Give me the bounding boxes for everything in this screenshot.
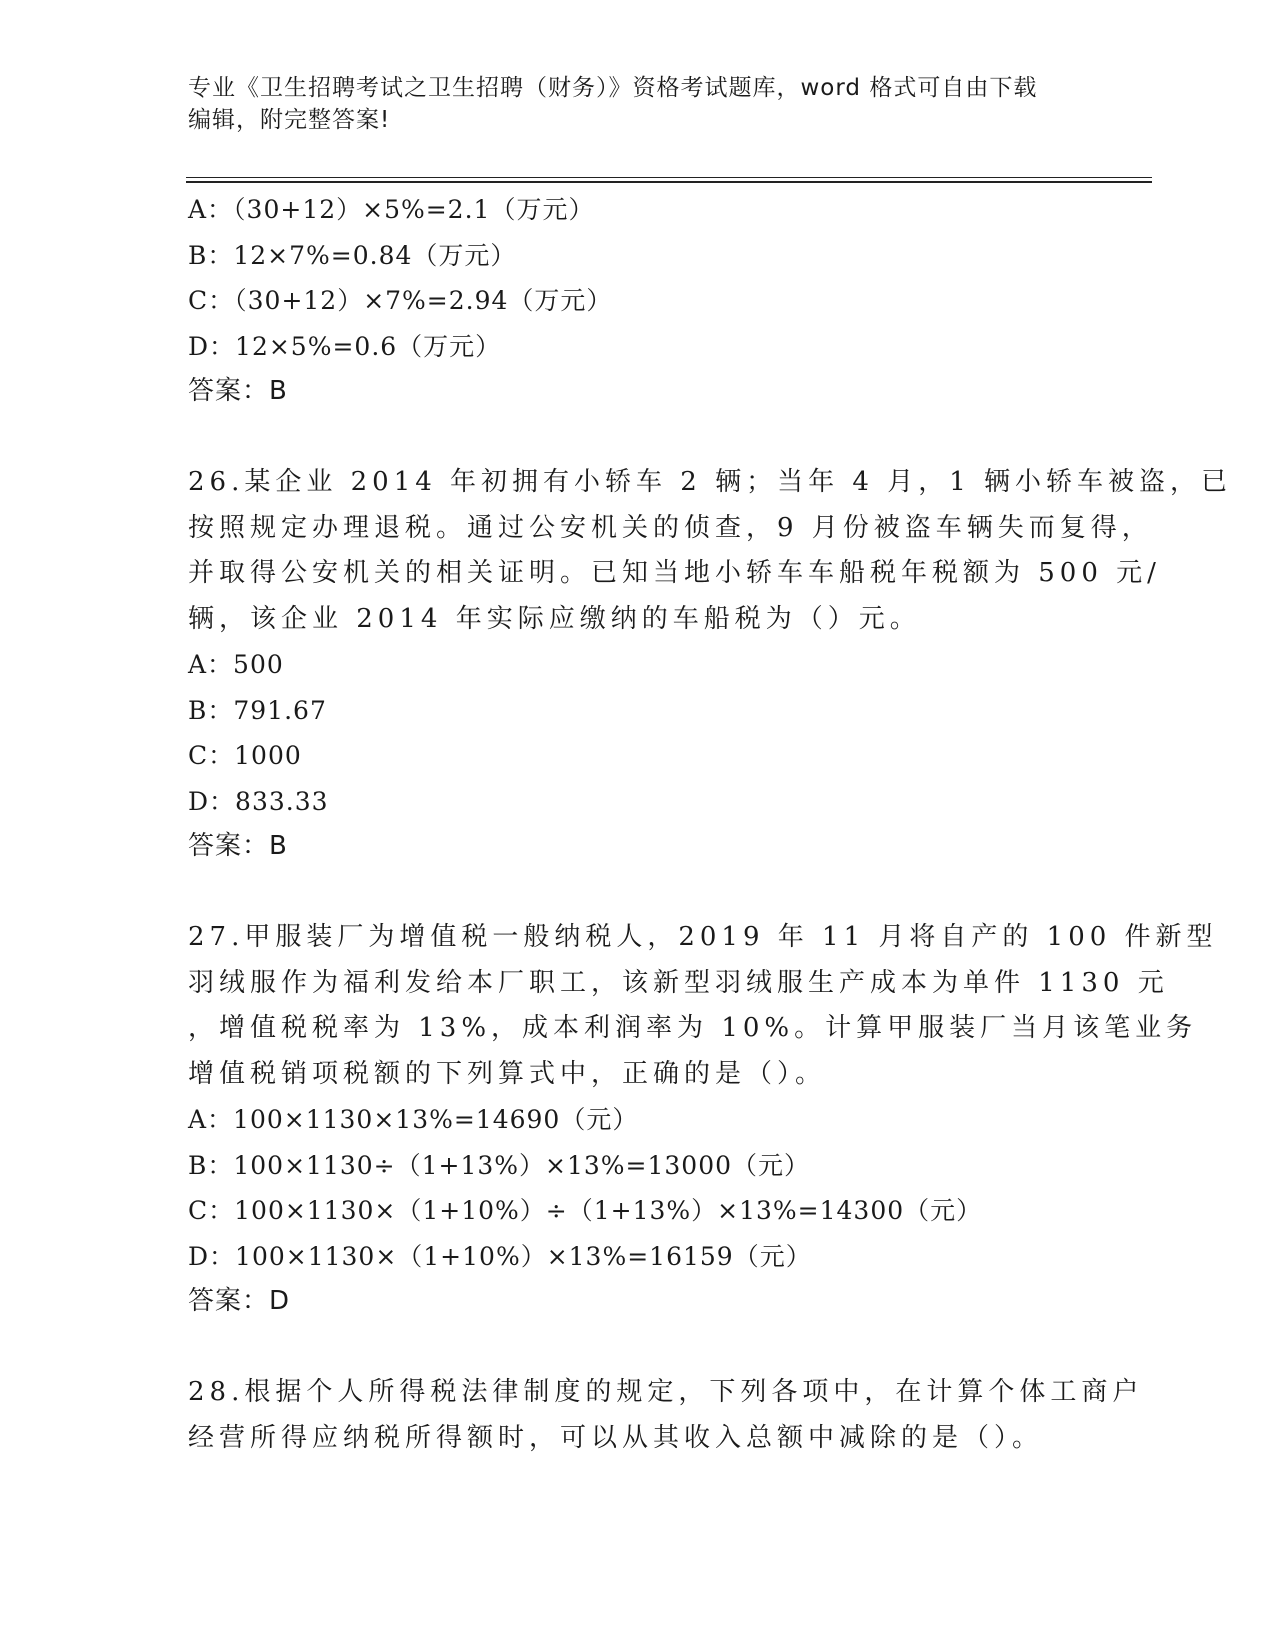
header-divider-thick	[186, 181, 1152, 183]
question-28	[188, 1370, 1144, 1461]
q26-stem-line-3: 并取得公安机关的相关证明。已知当地小轿车车船税年税额为 500 元/	[188, 558, 1161, 588]
q26-option-c: C：1000	[188, 741, 302, 770]
q25-option-b: B：12×7%=0.84（万元）	[188, 240, 517, 270]
q27-option-b: B：100×1130÷（1+13%）×13%=13000（元）	[188, 1150, 811, 1180]
q27-option-a: A：100×1130×13%=14690（元）	[188, 1105, 639, 1134]
q25-option-a: A：（30+12）×5%=2.1（万元）	[188, 195, 595, 224]
question-26	[188, 460, 1232, 870]
q27-stem-line-1: 27.甲服装厂为增值税一般纳税人，2019 年 11 月将自产的 100 件新型	[188, 922, 1218, 952]
question-content	[188, 187, 1232, 1461]
spacer	[188, 870, 1088, 916]
q26-stem-line-1: 26.某企业 2014 年初拥有小轿车 2 辆；当年 4 月，1 辆小轿车被盗，已	[188, 467, 1232, 497]
q26-option-d: D：833.33	[188, 786, 329, 816]
q26-stem-line-2: 按照规定办理退税。通过公安机关的侦查，9 月份被盗车辆失而复得，	[188, 512, 1153, 543]
q26-stem-line-4: 辆，该企业 2014 年实际应缴纳的车船税为（）元。	[188, 603, 921, 634]
header-line-1: 专业《卫生招聘考试之卫生招聘（财务）》资格考试题库，word 格式可自由下载	[188, 75, 1038, 101]
q28-stem-line-2: 经营所得应纳税所得额时，可以从其收入总额中减除的是（）。	[188, 1422, 1044, 1453]
header-line-2: 编辑，附完整答案!	[188, 107, 391, 133]
q27-answer: 答案：D	[188, 1286, 291, 1316]
spacer	[188, 415, 1088, 461]
q25-option-d: D：12×5%=0.6（万元）	[188, 331, 502, 361]
q27-option-d: D：100×1130×（1+10%）×13%=16159（元）	[188, 1241, 812, 1271]
page-header	[188, 72, 1068, 136]
q27-stem-line-4: 增值税销项税额的下列算式中，正确的是（）。	[188, 1058, 827, 1089]
q26-answer: 答案：B	[188, 831, 288, 861]
question-25	[188, 187, 1088, 415]
q25-answer: 答案：B	[188, 376, 288, 406]
q27-stem-line-2: 羽绒服作为福利发给本厂职工，该新型羽绒服生产成本为单件 1130 元	[188, 967, 1169, 998]
q27-stem-line-3: ，增值税税率为 13%，成本利润率为 10%。计算甲服装厂当月该笔业务	[188, 1013, 1198, 1043]
spacer	[188, 1325, 1088, 1371]
q25-option-c: C：（30+12）×7%=2.94（万元）	[188, 286, 613, 315]
question-27	[188, 915, 1218, 1325]
q26-option-a: A：500	[188, 650, 284, 679]
q26-option-b: B：791.67	[188, 695, 327, 725]
header-divider-thin	[186, 177, 1152, 178]
q28-stem-line-1: 28.根据个人所得税法律制度的规定，下列各项中，在计算个体工商户	[188, 1377, 1144, 1407]
q27-option-c: C：100×1130×（1+10%）÷（1+13%）×13%=14300（元）	[188, 1196, 983, 1225]
